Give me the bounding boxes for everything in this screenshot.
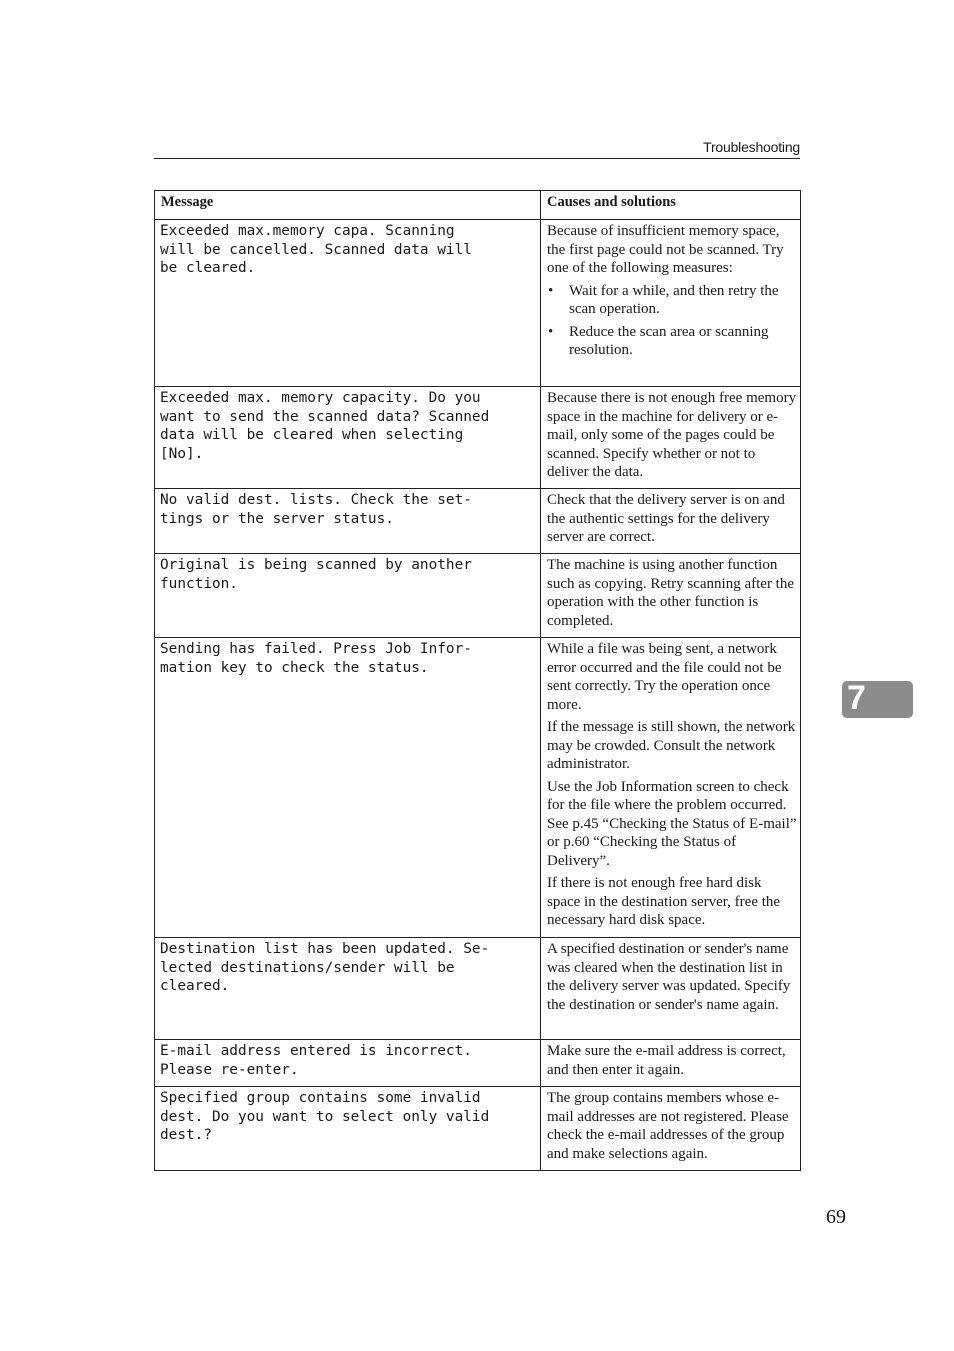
- solution-text: A specified destination or sender's name was cleared when the destination list in the delivery server was updated. Specify the destination or sender's name again.: [547, 941, 791, 1013]
- solution-text: The group contains members whose e-mail addresses are not registered. Please check the e-mail addresses of the group and make selections again.: [547, 1090, 789, 1162]
- bullet-icon: •: [548, 323, 554, 340]
- chapter-tab: [842, 681, 913, 718]
- list-item: • Wait for a while, and then retry the scan operation.: [548, 282, 779, 317]
- solution-cell: [541, 387, 801, 489]
- solution-text: Because there is not enough free memory space in the machine for delivery or e-mail, only some of the pages could be scanned. Specify whether or not to deliver the data.: [547, 390, 797, 480]
- column-header-causes: Causes and solutions: [541, 191, 801, 220]
- solution-text: While a file was being sent, a network error occurred and the file could not be sent correctly. Try the operation once more.: [547, 641, 782, 713]
- bullet-icon: •: [548, 282, 554, 299]
- message-cell: Original is being scanned by another function.: [155, 554, 541, 638]
- solution-cell: [541, 1087, 801, 1171]
- message-cell: Sending has failed. Press Job Infor- mation key to check the status.: [155, 638, 541, 938]
- list-item: • Reduce the scan area or scanning resolution.: [548, 323, 769, 358]
- solution-text: Use the Job Information screen to check for the file where the problem occurred. See p.45 “Checking the Status of E-mail” or p.60 “Checking the Status of Delivery”.: [547, 778, 797, 869]
- solution-text: Because of insufficient memory space, the first page could not be scanned. Try one of the following measures:: [547, 223, 784, 276]
- table-row: [155, 938, 801, 1040]
- column-header-message: Message: [155, 191, 541, 220]
- table-header-row: [155, 191, 801, 220]
- chapter-number: 7: [847, 679, 866, 717]
- solution-cell: [541, 220, 801, 387]
- page-number: 69: [826, 1206, 846, 1228]
- table-row: [155, 1040, 801, 1087]
- solution-text: Check that the delivery server is on and the authentic settings for the delivery server are correct.: [547, 492, 785, 545]
- message-cell: Destination list has been updated. Se- lected destinations/sender will be cleared.: [155, 938, 541, 1040]
- message-cell: No valid dest. lists. Check the set- tings or the server status.: [155, 489, 541, 554]
- solution-cell: [541, 1040, 801, 1087]
- solution-cell: [541, 554, 801, 638]
- message-cell: Specified group contains some invalid dest. Do you want to select only valid dest.?: [155, 1087, 541, 1171]
- solution-text: The machine is using another function such as copying. Retry scanning after the operation with the other function is completed.: [547, 557, 795, 629]
- message-table: [154, 190, 801, 1171]
- solution-text: If the message is still shown, the network may be crowded. Consult the network administrator.: [547, 719, 796, 772]
- table-row: [155, 489, 801, 554]
- solution-text: If there is not enough free hard disk space in the destination server, free the necessary hard disk space.: [547, 875, 781, 928]
- table-row: [155, 1087, 801, 1171]
- message-cell: Exceeded max.memory capa. Scanning will be cancelled. Scanned data will be cleared.: [155, 220, 541, 387]
- header-rule: [154, 158, 800, 159]
- table-row: [155, 554, 801, 638]
- header-section-title: Troubleshooting: [703, 139, 800, 155]
- solution-cell: [541, 638, 801, 938]
- solution-cell: [541, 489, 801, 554]
- table-row: [155, 220, 801, 387]
- message-cell: E-mail address entered is incorrect. Please re-enter.: [155, 1040, 541, 1087]
- solution-text: Make sure the e-mail address is correct, and then enter it again.: [547, 1043, 786, 1078]
- solution-bullet-list: [547, 282, 798, 360]
- solution-cell: [541, 938, 801, 1040]
- message-cell: Exceeded max. memory capacity. Do you want to send the scanned data? Scanned data will be cleared when selecting [No].: [155, 387, 541, 489]
- table-row: [155, 387, 801, 489]
- table-row: [155, 638, 801, 938]
